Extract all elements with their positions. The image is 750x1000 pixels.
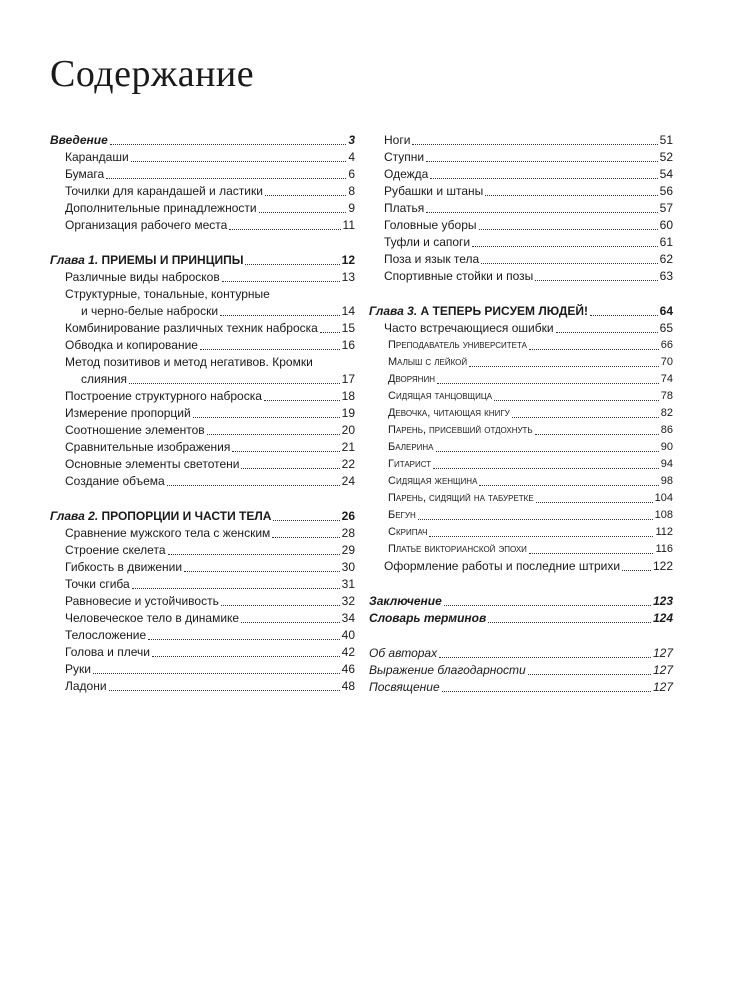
toc-entry-page: 61 <box>659 235 673 249</box>
dot-leader <box>259 212 347 213</box>
toc-entry-page: 66 <box>660 339 673 351</box>
toc-entry-page: 63 <box>659 269 673 283</box>
toc-entry-label: Соотношение элементов <box>65 423 205 437</box>
toc-entry-page: 90 <box>660 441 673 453</box>
toc-entry-page: 9 <box>348 201 355 215</box>
dot-leader <box>472 246 658 247</box>
toc-entry-label: Малыш с лейкой <box>388 356 468 368</box>
intro-items <box>50 149 355 234</box>
toc-entry[interactable] <box>50 269 355 286</box>
toc-entry-page: 21 <box>341 440 355 454</box>
toc-entry-multiline[interactable]: Структурные, тональные, контурные и черно-белые наброски 14 <box>65 287 355 318</box>
toc-entry-label: Комбинирование различных техник наброска <box>65 321 318 335</box>
toc-entry-page: 98 <box>660 475 673 487</box>
toc-chapter-3[interactable]: Глава 3. А ТЕПЕРЬ РИСУЕМ ЛЮДЕЙ! 64 <box>369 304 673 318</box>
toc-entry-label: Головные уборы <box>384 218 477 232</box>
dot-leader <box>193 417 340 418</box>
toc-entry-label: Организация рабочего места <box>65 218 228 232</box>
toc-entry[interactable] <box>369 405 673 422</box>
toc-entry-multiline[interactable]: Метод позитивов и метод негативов. Кромки слияния 17 <box>65 355 355 386</box>
toc-entry-label: Бегун <box>388 509 416 521</box>
toc-entry[interactable] <box>369 268 673 285</box>
dot-leader <box>479 485 658 486</box>
toc-entry-page: 104 <box>654 492 673 504</box>
toc-right-column <box>369 132 673 696</box>
toc-entry[interactable] <box>50 610 355 627</box>
toc-entry-page: 52 <box>659 150 673 164</box>
toc-entry-label: Сидящая танцовщица <box>388 390 493 402</box>
ch3-sub-items <box>369 337 673 558</box>
toc-entry-label: Сравнительные изображения <box>65 440 231 454</box>
toc-entry-label: Парень, присевший отдохнуть <box>388 424 533 436</box>
dot-leader <box>264 400 340 401</box>
toc-entry-page: 127 <box>652 646 673 660</box>
toc-entry-page: 4 <box>348 150 355 164</box>
toc-entry-label: Дворянин <box>388 373 435 385</box>
toc-entry-label: Различные виды набросков <box>65 270 220 284</box>
dot-leader <box>232 451 339 452</box>
dot-leader <box>426 212 657 213</box>
toc-entry-label: Построение структурного наброска <box>65 389 262 403</box>
toc-entry[interactable] <box>50 678 355 695</box>
toc-entry-page: 127 <box>652 680 673 694</box>
dot-leader <box>320 332 340 333</box>
toc-entry[interactable] <box>369 456 673 473</box>
dot-leader <box>167 485 340 486</box>
dot-leader <box>109 690 340 691</box>
toc-entry-label: Парень, сидящий на табуретке <box>388 492 534 504</box>
dot-leader <box>272 537 339 538</box>
toc-entry-label: Балерина <box>388 441 434 453</box>
toc-entry-page: 20 <box>341 423 355 437</box>
toc-entry[interactable] <box>50 559 355 576</box>
ch1-items-c <box>50 388 355 490</box>
toc-entry-label: Об авторах <box>369 646 438 660</box>
toc-entry[interactable] <box>50 542 355 559</box>
toc-entry[interactable] <box>369 166 673 183</box>
toc-chapter-1[interactable]: Глава 1. ПРИЕМЫ И ПРИНЦИПЫ 12 <box>50 253 355 267</box>
toc-entry-page: 24 <box>341 474 355 488</box>
dot-leader <box>229 229 340 230</box>
dot-leader <box>152 656 340 657</box>
dot-leader <box>439 657 651 658</box>
toc-entry-label: Сравнение мужского тела с женским <box>65 526 271 540</box>
toc-entry-page: 127 <box>652 663 673 677</box>
toc-entry[interactable] <box>50 183 355 200</box>
toc-entry[interactable] <box>369 645 673 662</box>
dot-leader <box>436 451 659 452</box>
toc-entry-page: 56 <box>659 184 673 198</box>
toc-entry-label: Девочка, читающая книгу <box>388 407 510 419</box>
toc-entry[interactable] <box>369 507 673 524</box>
toc-entry-page: 34 <box>341 611 355 625</box>
toc-entry[interactable] <box>369 662 673 679</box>
toc-entry[interactable] <box>369 473 673 490</box>
toc-entry-page: 48 <box>341 679 355 693</box>
dot-leader <box>418 519 653 520</box>
dot-leader <box>442 691 651 692</box>
toc-entry[interactable] <box>50 166 355 183</box>
toc-entry-label: Обводка и копирование <box>65 338 198 352</box>
toc-entry-label: Точилки для карандашей и ластики <box>65 184 263 198</box>
toc-entry-page: 8 <box>348 184 355 198</box>
dot-leader <box>469 366 659 367</box>
toc-entry-label: Бумага <box>65 167 105 181</box>
toc-entry-page: 11 <box>342 218 355 232</box>
toc-entry-page: 74 <box>660 373 673 385</box>
toc-entry-page: 62 <box>659 252 673 266</box>
dot-leader <box>494 400 659 401</box>
toc-entry[interactable] <box>369 183 673 200</box>
dot-leader <box>93 673 340 674</box>
toc-entry-label: Строение скелета <box>65 543 166 557</box>
toc-entry-label: Основные элементы светотени <box>65 457 240 471</box>
toc-entry-label: Сидящая женщина <box>388 475 478 487</box>
dot-leader <box>433 468 659 469</box>
dot-leader <box>241 622 340 623</box>
toc-entry-label: Рубашки и штаны <box>384 184 484 198</box>
toc-entry[interactable] <box>369 234 673 251</box>
dot-leader <box>437 383 659 384</box>
toc-entry-page: 19 <box>341 406 355 420</box>
toc-entry-page: 18 <box>341 389 355 403</box>
ch1-items-a <box>50 269 355 286</box>
extras-items <box>369 645 673 696</box>
toc-entry[interactable] <box>50 388 355 405</box>
toc-entry-label: Человеческое тело в динамике <box>65 611 240 625</box>
dot-leader <box>430 178 657 179</box>
dot-leader <box>200 349 340 350</box>
toc-entry[interactable] <box>369 217 673 234</box>
toc-entry-page: 15 <box>341 321 355 335</box>
toc-section-glossary[interactable]: Словарь терминов 124 <box>369 611 673 625</box>
dot-leader <box>148 639 340 640</box>
toc-entry-label: Выражение благодарности <box>369 663 526 677</box>
toc-entry[interactable] <box>50 320 355 337</box>
toc-entry-page: 28 <box>341 526 355 540</box>
toc-entry-label: Дополнительные принадлежности <box>65 201 257 215</box>
toc-entry[interactable] <box>369 490 673 507</box>
ch2-cont-items <box>369 132 673 285</box>
dot-leader <box>106 178 346 179</box>
ch1-items-b <box>50 320 355 354</box>
toc-entry[interactable] <box>50 473 355 490</box>
toc-entry-page: 32 <box>341 594 355 608</box>
toc-entry-label: Голова и плечи <box>65 645 150 659</box>
toc-entry-page: 29 <box>341 543 355 557</box>
toc-entry[interactable] <box>369 132 673 149</box>
dot-leader <box>529 349 659 350</box>
toc-entry-page: 42 <box>341 645 355 659</box>
dot-leader <box>426 161 658 162</box>
toc-entry[interactable] <box>369 388 673 405</box>
page-title: Содержание <box>50 53 255 95</box>
toc-entry-label: Создание объема <box>65 474 165 488</box>
toc-entry[interactable] <box>369 200 673 217</box>
dot-leader <box>265 195 346 196</box>
toc-entry-page: 40 <box>341 628 355 642</box>
toc-entry[interactable] <box>50 661 355 678</box>
toc-entry[interactable] <box>369 337 673 354</box>
toc-chapter-2[interactable]: Глава 2. ПРОПОРЦИИ И ЧАСТИ ТЕЛА 26 <box>50 509 355 523</box>
toc-entry-label: Скрипач <box>388 526 428 538</box>
toc-entry-page: 13 <box>341 270 355 284</box>
dot-leader <box>479 229 658 230</box>
toc-entry-page: 94 <box>660 458 673 470</box>
toc-entry[interactable] <box>50 200 355 217</box>
toc-entry[interactable] <box>50 405 355 422</box>
toc-entry[interactable] <box>369 679 673 696</box>
dot-leader <box>168 554 340 555</box>
toc-entry-label: Платье викторианской эпохи <box>388 543 527 555</box>
toc-entry-page: 57 <box>659 201 673 215</box>
dot-leader <box>485 195 657 196</box>
dot-leader <box>481 263 657 264</box>
toc-entry[interactable] <box>50 422 355 439</box>
toc-entry[interactable] <box>50 525 355 542</box>
toc-entry-page: 116 <box>655 543 673 555</box>
toc-section-conclusion[interactable]: Заключение 123 <box>369 594 673 608</box>
toc-entry[interactable] <box>50 576 355 593</box>
toc-entry-label: Ладони <box>65 679 107 693</box>
dot-leader <box>221 605 340 606</box>
ch2-items <box>50 525 355 695</box>
dot-leader <box>184 571 340 572</box>
toc-entry[interactable] <box>369 524 673 541</box>
toc-entry[interactable] <box>369 149 673 166</box>
toc-entry-label: Туфли и сапоги <box>384 235 471 249</box>
toc-entry-page: 86 <box>660 424 673 436</box>
toc-entry-label: Гитарист <box>388 458 432 470</box>
toc-entry-page: 60 <box>659 218 673 232</box>
toc-section-intro[interactable]: Введение 3 <box>50 133 355 147</box>
toc-entry-label: Телосложение <box>65 628 147 642</box>
dot-leader <box>535 434 659 435</box>
toc-entry-page: 30 <box>341 560 355 574</box>
toc-entry-label: Поза и язык тела <box>384 252 480 266</box>
toc-entry[interactable] <box>369 439 673 456</box>
toc-entry[interactable] <box>50 644 355 661</box>
toc-entry-label: Спортивные стойки и позы <box>384 269 534 283</box>
toc-left-column <box>50 132 355 695</box>
toc-entry-page: 112 <box>655 526 673 538</box>
toc-entry-page: 16 <box>341 338 355 352</box>
toc-entry[interactable] <box>50 593 355 610</box>
toc-entry-label: Руки <box>65 662 91 676</box>
toc-entry-label: Измерение пропорций <box>65 406 191 420</box>
dot-leader <box>222 281 340 282</box>
toc-entry-page: 6 <box>348 167 355 181</box>
toc-entry-label: Посвящение <box>369 680 440 694</box>
toc-entry-page: 31 <box>341 577 355 591</box>
dot-leader <box>131 161 347 162</box>
toc-entry-page: 78 <box>660 390 673 402</box>
toc-entry[interactable] <box>369 251 673 268</box>
toc-entry[interactable] <box>369 541 673 558</box>
toc-entry[interactable]: Оформление работы и последние штрихи 122 <box>384 559 673 573</box>
toc-entry-page: 22 <box>341 457 355 471</box>
dot-leader <box>241 468 339 469</box>
toc-entry-page: 82 <box>660 407 673 419</box>
toc-entry[interactable] <box>369 422 673 439</box>
toc-entry[interactable] <box>50 149 355 166</box>
dot-leader <box>535 280 657 281</box>
toc-entry-page: 51 <box>659 133 673 147</box>
toc-entry-page: 54 <box>659 167 673 181</box>
dot-leader <box>412 144 657 145</box>
toc-entry-label: Равновесие и устойчивость <box>65 594 219 608</box>
toc-entry-label: Карандаши <box>65 150 129 164</box>
toc-entry[interactable] <box>369 354 673 371</box>
toc-entry[interactable] <box>50 456 355 473</box>
toc-entry-label: Ступни <box>384 150 425 164</box>
toc-entry[interactable] <box>50 627 355 644</box>
dot-leader <box>536 502 653 503</box>
toc-entry-page: 108 <box>654 509 673 521</box>
toc-entry[interactable] <box>50 337 355 354</box>
toc-entry-label: Гибкость в движении <box>65 560 183 574</box>
dot-leader <box>132 588 340 589</box>
toc-entry[interactable]: Часто встречающиеся ошибки 65 <box>384 321 673 335</box>
toc-entry-label: Одежда <box>384 167 429 181</box>
toc-entry-label: Платья <box>384 201 425 215</box>
dot-leader <box>429 536 653 537</box>
dot-leader <box>528 674 651 675</box>
toc-entry[interactable] <box>50 217 355 234</box>
toc-entry-page: 46 <box>341 662 355 676</box>
toc-entry[interactable] <box>50 439 355 456</box>
dot-leader <box>529 553 654 554</box>
toc-entry-label: Преподаватель университета <box>388 339 527 351</box>
toc-entry-page: 70 <box>660 356 673 368</box>
toc-entry[interactable] <box>369 371 673 388</box>
toc-entry-label: Ноги <box>384 133 411 147</box>
dot-leader <box>207 434 340 435</box>
toc-entry-label: Точки сгиба <box>65 577 130 591</box>
dot-leader <box>512 417 659 418</box>
